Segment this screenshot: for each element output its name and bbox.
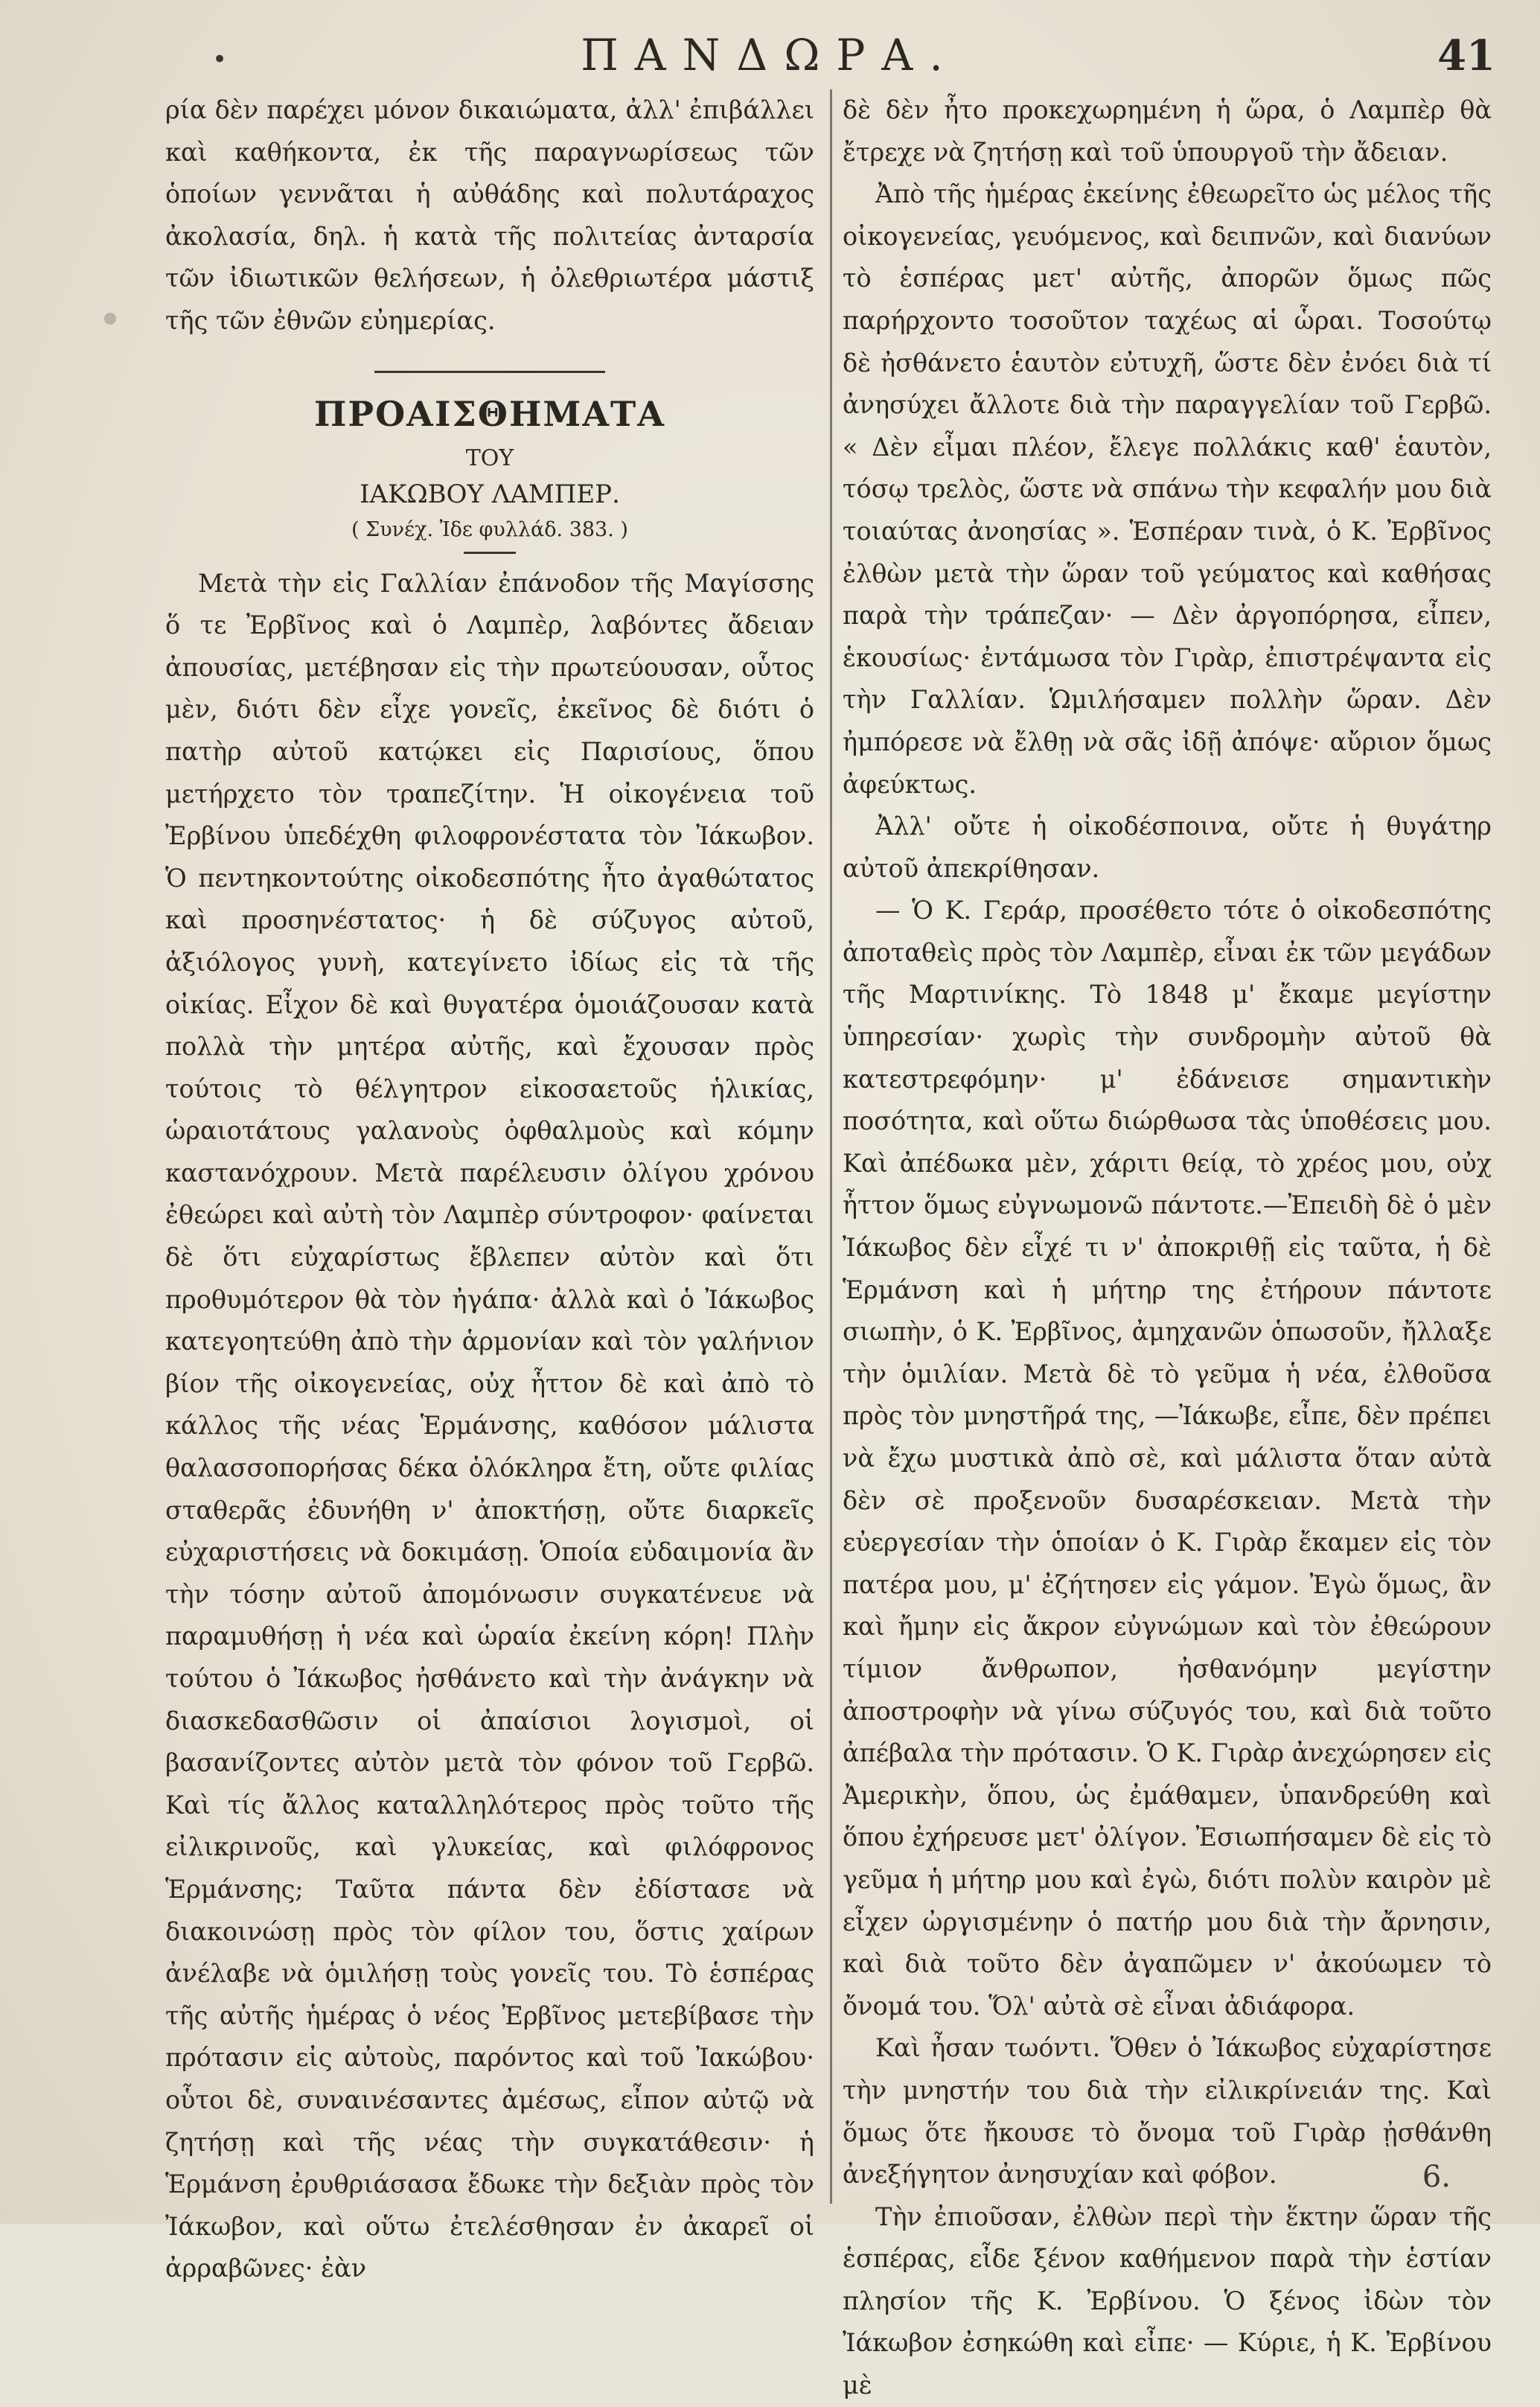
article-title-block bbox=[165, 371, 814, 554]
ink-stain bbox=[104, 313, 116, 325]
right-paragraph-3: Ἀλλ' οὔτε ἡ οἰκοδέσποινα, οὔτε ἡ θυγάτηρ αὐτοῦ ἀπεκρίθησαν. bbox=[843, 812, 1492, 883]
left-paragraph-2: Μετὰ τὴν εἰς Γαλλίαν ἐπάνοδον τῆς Μαγίσσης ὅ τε Ἐρβῖνος καὶ ὁ Λαμπὲρ, λαβόντες ἄδειαν ἀπουσίας, μετέβησαν εἰς τὴν πρωτεύουσαν, οὗτος μὲν, διότι δὲν εἶχε γονεῖς, ἐκεῖνος δὲ διότι ὁ πατὴρ αὐτοῦ κατῴκει εἰς Παρισίους, ὅπου μετήρχετο τὸν τραπεζίτην. Ἡ οἰκογένεια τοῦ Ἐρβίνου ὑπεδέχθη φιλοφρονέστατα τὸν Ἰάκωβον. Ὁ πεντηκοντούτης οἰκοδεσπότης ἦτο ἀγαθώτατος καὶ προσηνέστατος· ἡ δὲ σύζυγος αὐτοῦ, ἀξιόλογος γυνὴ, κατεγίνετο ἰδίως εἰς τὰ τῆς οἰκίας. Εἶχον δὲ καὶ θυγατέρα ὁμοιάζουσαν κατὰ πολλὰ τὴν μητέρα αὐτῆς, καὶ ἔχουσαν πρὸς τούτοις τὸ θέλγητρον εἰκοσαετοῦς ἡλικίας, ὡραιοτάτους γαλανοὺς ὀφθαλμοὺς καὶ κόμην καστανόχρουν. Μετὰ παρέλευσιν ὀλίγου χρόνου ἐθεώρει καὶ αὐτὴ τὸν Λαμπὲρ σύντροφον· φαίνεται δὲ ὅτι εὐχαρίστως ἔβλεπεν αὐτὸν καὶ ὅτι προθυμότερον θὰ τὸν ἠγάπα· ἀλλὰ καὶ ὁ Ἰάκωβος κατεγοητεύθη ἀπὸ τὴν ἁρμονίαν καὶ τὸν γαλήνιον βίον τῆς οἰκογενείας, οὐχ ἧττον δὲ καὶ ἀπὸ τὸ κάλλος τῆς νέας Ἑρμάνσης, καθόσον μάλιστα θαλασσοπορήσας δέκα ὁλόκληρα ἔτη, οὔτε φιλίας σταθερᾶς ἐδυνήθη ν' ἀποκτήσῃ, οὔτε διαρκεῖς εὐχαριστήσεις νὰ δοκιμάσῃ. Ὁποία εὐδαιμονία ἂν τὴν τόσην αὐτοῦ ἀπομόνωσιν συγκατένευε νὰ παραμυθήσῃ ἡ νέα καὶ ὡραία ἐκείνη κόρη! Πλὴν τούτου ὁ Ἰάκωβος ἠσθάνετο καὶ τὴν ἀνάγκην νὰ διασκεδασθῶσιν οἱ ἀπαίσιοι λογισμοὶ, οἱ βασανίζοντες αὐτὸν μετὰ τὸν φόνον τοῦ Γερβῶ. Καὶ τίς ἄλλος καταλληλότερος πρὸς τοῦτο τῆς εἰλικρινοῦς, καὶ γλυκείας, καὶ φιλόφρονος Ἑρμάνσης; Ταῦτα πάντα δὲν ἐδίστασε νὰ διακοινώσῃ πρὸς τὸν φίλον του, ὅστις χαίρων ἀνέλαβε νὰ ὁμιλήσῃ τοὺς γονεῖς του. Τὸ ἑσπέρας τῆς αὐτῆς ἡμέρας ὁ νέος Ἐρβῖνος μετεβίβασε τὴν πρότασιν εἰς αὐτοὺς, παρόντος καὶ τοῦ Ἰακώβου· οὗτοι δὲ, συναινέσαντες ἀμέσως, εἶπον αὐτῷ νὰ ζητήσῃ καὶ τῆς νέας τὴν συγκατάθεσιν· ἡ Ἑρμάνση ἐρυθριάσασα ἔδωκε τὴν δεξιὰν πρὸς τὸν Ἰάκωβον, καὶ οὕτω ἐτελέσθησαν ἐν ἀκαρεῖ οἱ ἀρραβῶνες· ἐὰν bbox=[165, 568, 814, 2283]
article-author: ΙΑΚΩΒΟΥ ΛΑΜΠΕΡ. bbox=[360, 479, 620, 509]
right-paragraph-2: Ἀπὸ τῆς ἡμέρας ἐκείνης ἐθεωρεῖτο ὡς μέλος τῆς οἰκογενείας, γευόμενος, καὶ δειπνῶν, καὶ διανύων τὸ ἑσπέρας μετ' αὐτῆς, ἀπορῶν ὅμως πῶς παρήρχοντο τοσοῦτον ταχέως αἱ ὧραι. Τοσούτῳ δὲ ἠσθάνετο ἑαυτὸν εὐτυχῆ, ὥστε δὲν ἐνόει διὰ τί ἀνησύχει ἄλλοτε διὰ τὴν παραγγελίαν τοῦ Γερβῶ. « Δὲν εἶμαι πλέον, ἔλεγε πολλάκις καθ' ἑαυτὸν, τόσῳ τρελὸς, ὥστε νὰ σπάνω τὴν κεφαλήν μου διὰ τοιαύτας ἀνοησίας ». Ἑσπέραν τινὰ, ὁ Κ. Ἐρβῖνος ἐλθὼν μετὰ τὴν ὥραν τοῦ γεύματος καὶ καθήσας παρὰ τὴν τράπεζαν· — Δὲν ἀργοπόρησα, εἶπεν, ἑκουσίως· ἐντάμωσα τὸν Γιρὰρ, ἐπιστρέψαντα εἰς τὴν Γαλλίαν. Ὡμιλήσαμεν πολλὴν ὥραν. Δὲν ἠμπόρεσε νὰ ἔλθῃ νὰ σᾶς ἰδῇ ἀπόψε· αὔριον ὅμως ἀφεύκτως. bbox=[843, 179, 1492, 799]
right-paragraph-6: Τὴν ἐπιοῦσαν, ἐλθὼν περὶ τὴν ἕκτην ὥραν τῆς ἑσπέρας, εἶδε ξένον καθήμενον παρὰ τὴν ἑστίαν πλησίον τῆς Κ. Ἐρβίνου. Ὁ ξένος ἰδὼν τὸν Ἰάκωβον ἐσηκώθη καὶ εἶπε· — Κύριε, ἡ Κ. Ἐρβίνου μὲ bbox=[843, 2202, 1492, 2400]
title-rule bbox=[374, 371, 605, 373]
header-dot: • bbox=[212, 45, 228, 74]
sheet-signature-mark: 6. bbox=[1422, 2160, 1451, 2194]
article-subtitle-tou: ΤΟΥ bbox=[465, 444, 514, 471]
right-column bbox=[843, 89, 1492, 2407]
title-rule-short bbox=[464, 552, 516, 554]
article-title: ΠΡΟΑΙΣΘΗΜΑΤΑ bbox=[314, 393, 665, 434]
left-column bbox=[165, 89, 814, 2290]
page-number: 41 bbox=[1437, 31, 1495, 80]
article-continuation-ref: ( Συνέχ. Ἰδε φυλλάδ. 383. ) bbox=[351, 517, 628, 541]
right-paragraph-4: — Ὁ Κ. Γεράρ, προσέθετο τότε ὁ οἰκοδεσπότης ἀποταθεὶς πρὸς τὸν Λαμπὲρ, εἶναι ἐκ τῶν μεγάδων τῆς Μαρτινίκης. Τὸ 1848 μ' ἔκαμε μεγίστην ὑπηρεσίαν· χωρὶς τὴν συνδρομὴν αὐτοῦ θὰ κατεστρεφόμην· μ' ἐδάνεισε σημαντικὴν ποσότητα, καὶ οὕτω διώρθωσα τὰς ὑποθέσεις μου. Καὶ ἀπέδωκα μὲν, χάριτι θείᾳ, τὸ χρέος μου, οὐχ ἧττον ὅμως εὐγνωμονῶ πάντοτε.—Ἐπειδὴ δὲ ὁ μὲν Ἰάκωβος δὲν εἶχέ τι ν' ἀποκριθῇ εἰς ταῦτα, ἡ δὲ Ἑρμάνση καὶ ἡ μήτηρ της ἐτήρουν πάντοτε σιωπὴν, ὁ Κ. Ἐρβῖνος, ἀμηχανῶν ὁπωσοῦν, ἤλλαξε τὴν ὁμιλίαν. Μετὰ δὲ τὸ γεῦμα ἡ νέα, ἐλθοῦσα πρὸς τὸν μνηστῆρά της, —Ἰάκωβε, εἶπε, δὲν πρέπει νὰ ἔχω μυστικὰ ἀπὸ σὲ, καὶ μάλιστα ὅταν αὐτὰ δὲν σὲ προξενοῦν δυσαρέσκειαν. Μετὰ τὴν εὐεργεσίαν τὴν ὁποίαν ὁ Κ. Γιρὰρ ἔκαμεν εἰς τὸν πατέρα μου, μ' ἐζήτησεν εἰς γάμον. Ἐγὼ ὅμως, ἂν καὶ ἤμην εἰς ἄκρον εὐγνώμων καὶ τὸν ἐθεώρουν τίμιον ἄνθρωπον, ἠσθανόμην μεγίστην ἀποστροφὴν νὰ γίνω σύζυγός του, καὶ διὰ τοῦτο ἀπέβαλα τὴν πρότασιν. Ὁ Κ. Γιρὰρ ἀνεχώρησεν εἰς Ἀμερικὴν, ὅπου, ὡς ἐμάθαμεν, ὑπανδρεύθη καὶ ὅπου ἐχήρευσε μετ' ὀλίγον. Ἐσιωπήσαμεν δὲ εἰς τὸ γεῦμα ἡ μήτηρ μου καὶ ἐγὼ, διότι πολὺν καιρὸν μὲ εἶχεν ὠργισμένην ὁ πατήρ μου διὰ τὴν ἄρνησιν, καὶ διὰ τοῦτο δὲν ἀγαπῶμεν ν' ἀκούωμεν τὸ ὄνομά του. Ὅλ' αὐτὰ σὲ εἶναι ἀδιάφορα. bbox=[843, 896, 1492, 2021]
column-divider bbox=[830, 89, 832, 2204]
right-paragraph-5: Καὶ ἦσαν τωόντι. Ὅθεν ὁ Ἰάκωβος εὐχαρίστησε τὴν μνηστήν του διὰ τὴν εἰλικρίνειάν της. Καὶ ὅμως ὅτε ἤκουσε τὸ ὄνομα τοῦ Γιρὰρ ᾐσθάνθη ἀνεξήγητον ἀνησυχίαν καὶ φόβον. bbox=[843, 2033, 1492, 2190]
right-paragraph-1: δὲ δὲν ἦτο προκεχωρημένη ἡ ὥρα, ὁ Λαμπὲρ θὰ ἔτρεχε νὰ ζητήσῃ καὶ τοῦ ὑπουργοῦ τὴν ἄδειαν. bbox=[843, 95, 1492, 167]
left-paragraph-1: ρία δὲν παρέχει μόνον δικαιώματα, ἀλλ' ἐπιβάλλει καὶ καθήκοντα, ἐκ τῆς παραγνωρίσεως τῶν ὁποίων γεννᾶται ἡ αὐθάδης καὶ πολυτάραχος ἀκολασία, δηλ. ἡ κατὰ τῆς πολιτείας ἀνταρσία τῶν ἰδιωτικῶν θελήσεων, ἡ ὀλεθριωτέρα μάστιξ τῆς τῶν ἐθνῶν εὐημερίας. bbox=[165, 95, 814, 335]
page-header bbox=[0, 22, 1540, 89]
running-title: ΠΑΝΔΩΡΑ. bbox=[581, 30, 959, 80]
